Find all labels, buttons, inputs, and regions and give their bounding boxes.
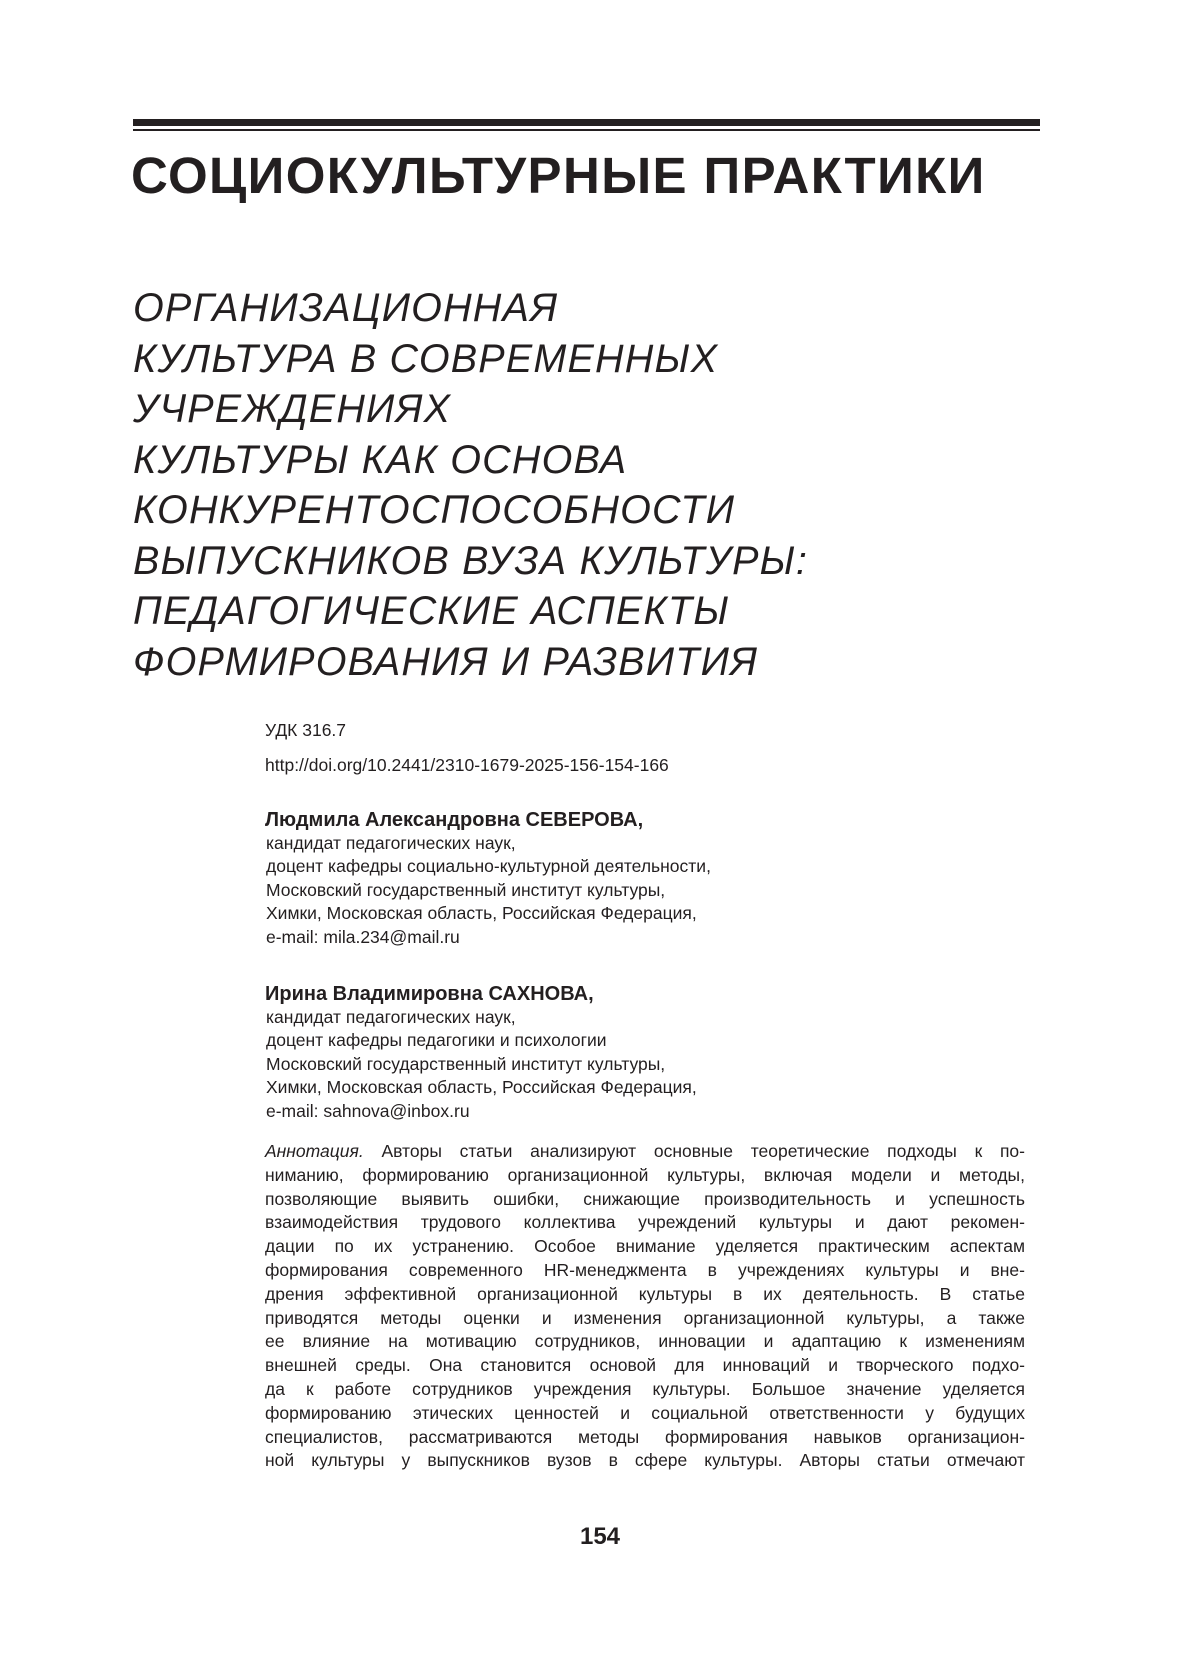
abstract-line: дации по их устранению. Особое внимание уделяется практическим аспектам	[265, 1236, 1025, 1257]
author-name: Ирина Владимировна САХНОВА,	[265, 983, 594, 1005]
author-location: Химки, Московская область, Российская Федерация,	[266, 1077, 697, 1098]
author-degree: кандидат педагогических наук,	[266, 833, 516, 853]
article-title	[133, 283, 808, 687]
abstract	[265, 1140, 1025, 1473]
author-email[interactable]: e-mail: sahnova@inbox.ru	[266, 1100, 470, 1121]
author-position: доцент кафедры педагогики и психологии	[266, 1030, 607, 1051]
author-location: Химки, Московская область, Российская Федерация,	[266, 903, 697, 924]
article-title-line: КОНКУРЕНТОСПОСОБНОСТИ	[133, 488, 736, 532]
abstract-line: специалистов, рассматриваются методы формирования навыков организацион-	[265, 1426, 1025, 1447]
header-rule-thick	[133, 119, 1040, 126]
article-title-line: УЧРЕЖДЕНИЯХ	[133, 387, 452, 431]
article-title-line: ВЫПУСКНИКОВ ВУЗА КУЛЬТУРЫ:	[133, 538, 809, 583]
article-title-line: ОРГАНИЗАЦИОННАЯ	[133, 286, 559, 330]
abstract-line: внешней среды. Она становится основой для инноваций и творческого подхо-	[265, 1355, 1025, 1376]
author-degree: кандидат педагогических наук,	[266, 1007, 516, 1027]
author-name: Людмила Александровна СЕВЕРОВА,	[265, 809, 644, 831]
header-rule-thin	[133, 129, 1040, 131]
article-title-line: ФОРМИРОВАНИЯ И РАЗВИТИЯ	[133, 639, 759, 684]
section-title: СОЦИОКУЛЬТУРНЫЕ ПРАКТИКИ	[131, 147, 986, 204]
article-title-line: КУЛЬТУРЫ КАК ОСНОВА	[133, 437, 628, 482]
author-email[interactable]: e-mail: mila.234@mail.ru	[266, 926, 460, 947]
abstract-line: приводятся методы оценки и изменения организационной культуры, а также	[265, 1307, 1025, 1328]
author-institution: Московский государственный институт культуры,	[266, 879, 666, 900]
abstract-line: позволяющие выявить ошибки, снижающие производительность и успешность	[265, 1188, 1025, 1209]
abstract-line: ниманию, формированию организационной культуры, включая модели и методы,	[265, 1164, 1025, 1185]
abstract-line	[265, 1140, 1025, 1164]
udk-code: УДК 316.7	[265, 720, 347, 740]
author-block	[265, 808, 1025, 949]
article-title-line: ПЕДАГОГИЧЕСКИЕ АСПЕКТЫ	[133, 589, 730, 633]
abstract-line: да к работе сотрудников учреждения культуры. Большое значение уделяется	[265, 1378, 1025, 1399]
abstract-line: формированию этических ценностей и социальной ответственности у будущих	[265, 1402, 1025, 1423]
abstract-line: ее влияние на мотивацию сотрудников, инновации и адаптацию к изменениям	[265, 1331, 1025, 1352]
abstract-line: дрения эффективной организационной культуры в их деятельность. В статье	[265, 1283, 1025, 1304]
author-block	[265, 982, 1025, 1123]
page-number: 154	[579, 1523, 621, 1550]
abstract-line: взаимодействия трудового коллектива учреждений культуры и дают рекомен-	[265, 1212, 1025, 1233]
author-institution: Московский государственный институт культуры,	[266, 1053, 666, 1074]
doi-link[interactable]: http://doi.org/10.2441/2310-1679-2025-156-154-166	[265, 755, 669, 775]
abstract-line: ной культуры у выпускников вузов в сфере культуры. Авторы статьи отмечают	[265, 1450, 1025, 1471]
article-title-line: КУЛЬТУРА В СОВРЕМЕННЫХ	[133, 336, 719, 381]
author-position: доцент кафедры социально-культурной деятельности,	[266, 856, 711, 877]
abstract-label: Аннотация.	[265, 1141, 364, 1161]
abstract-line: формирования современного HR-менеджмента в учреждениях культуры и вне-	[265, 1259, 1025, 1280]
abstract-first-line-text: Авторы статьи анализируют основные теоретические подходы к по-	[363, 1141, 1025, 1161]
